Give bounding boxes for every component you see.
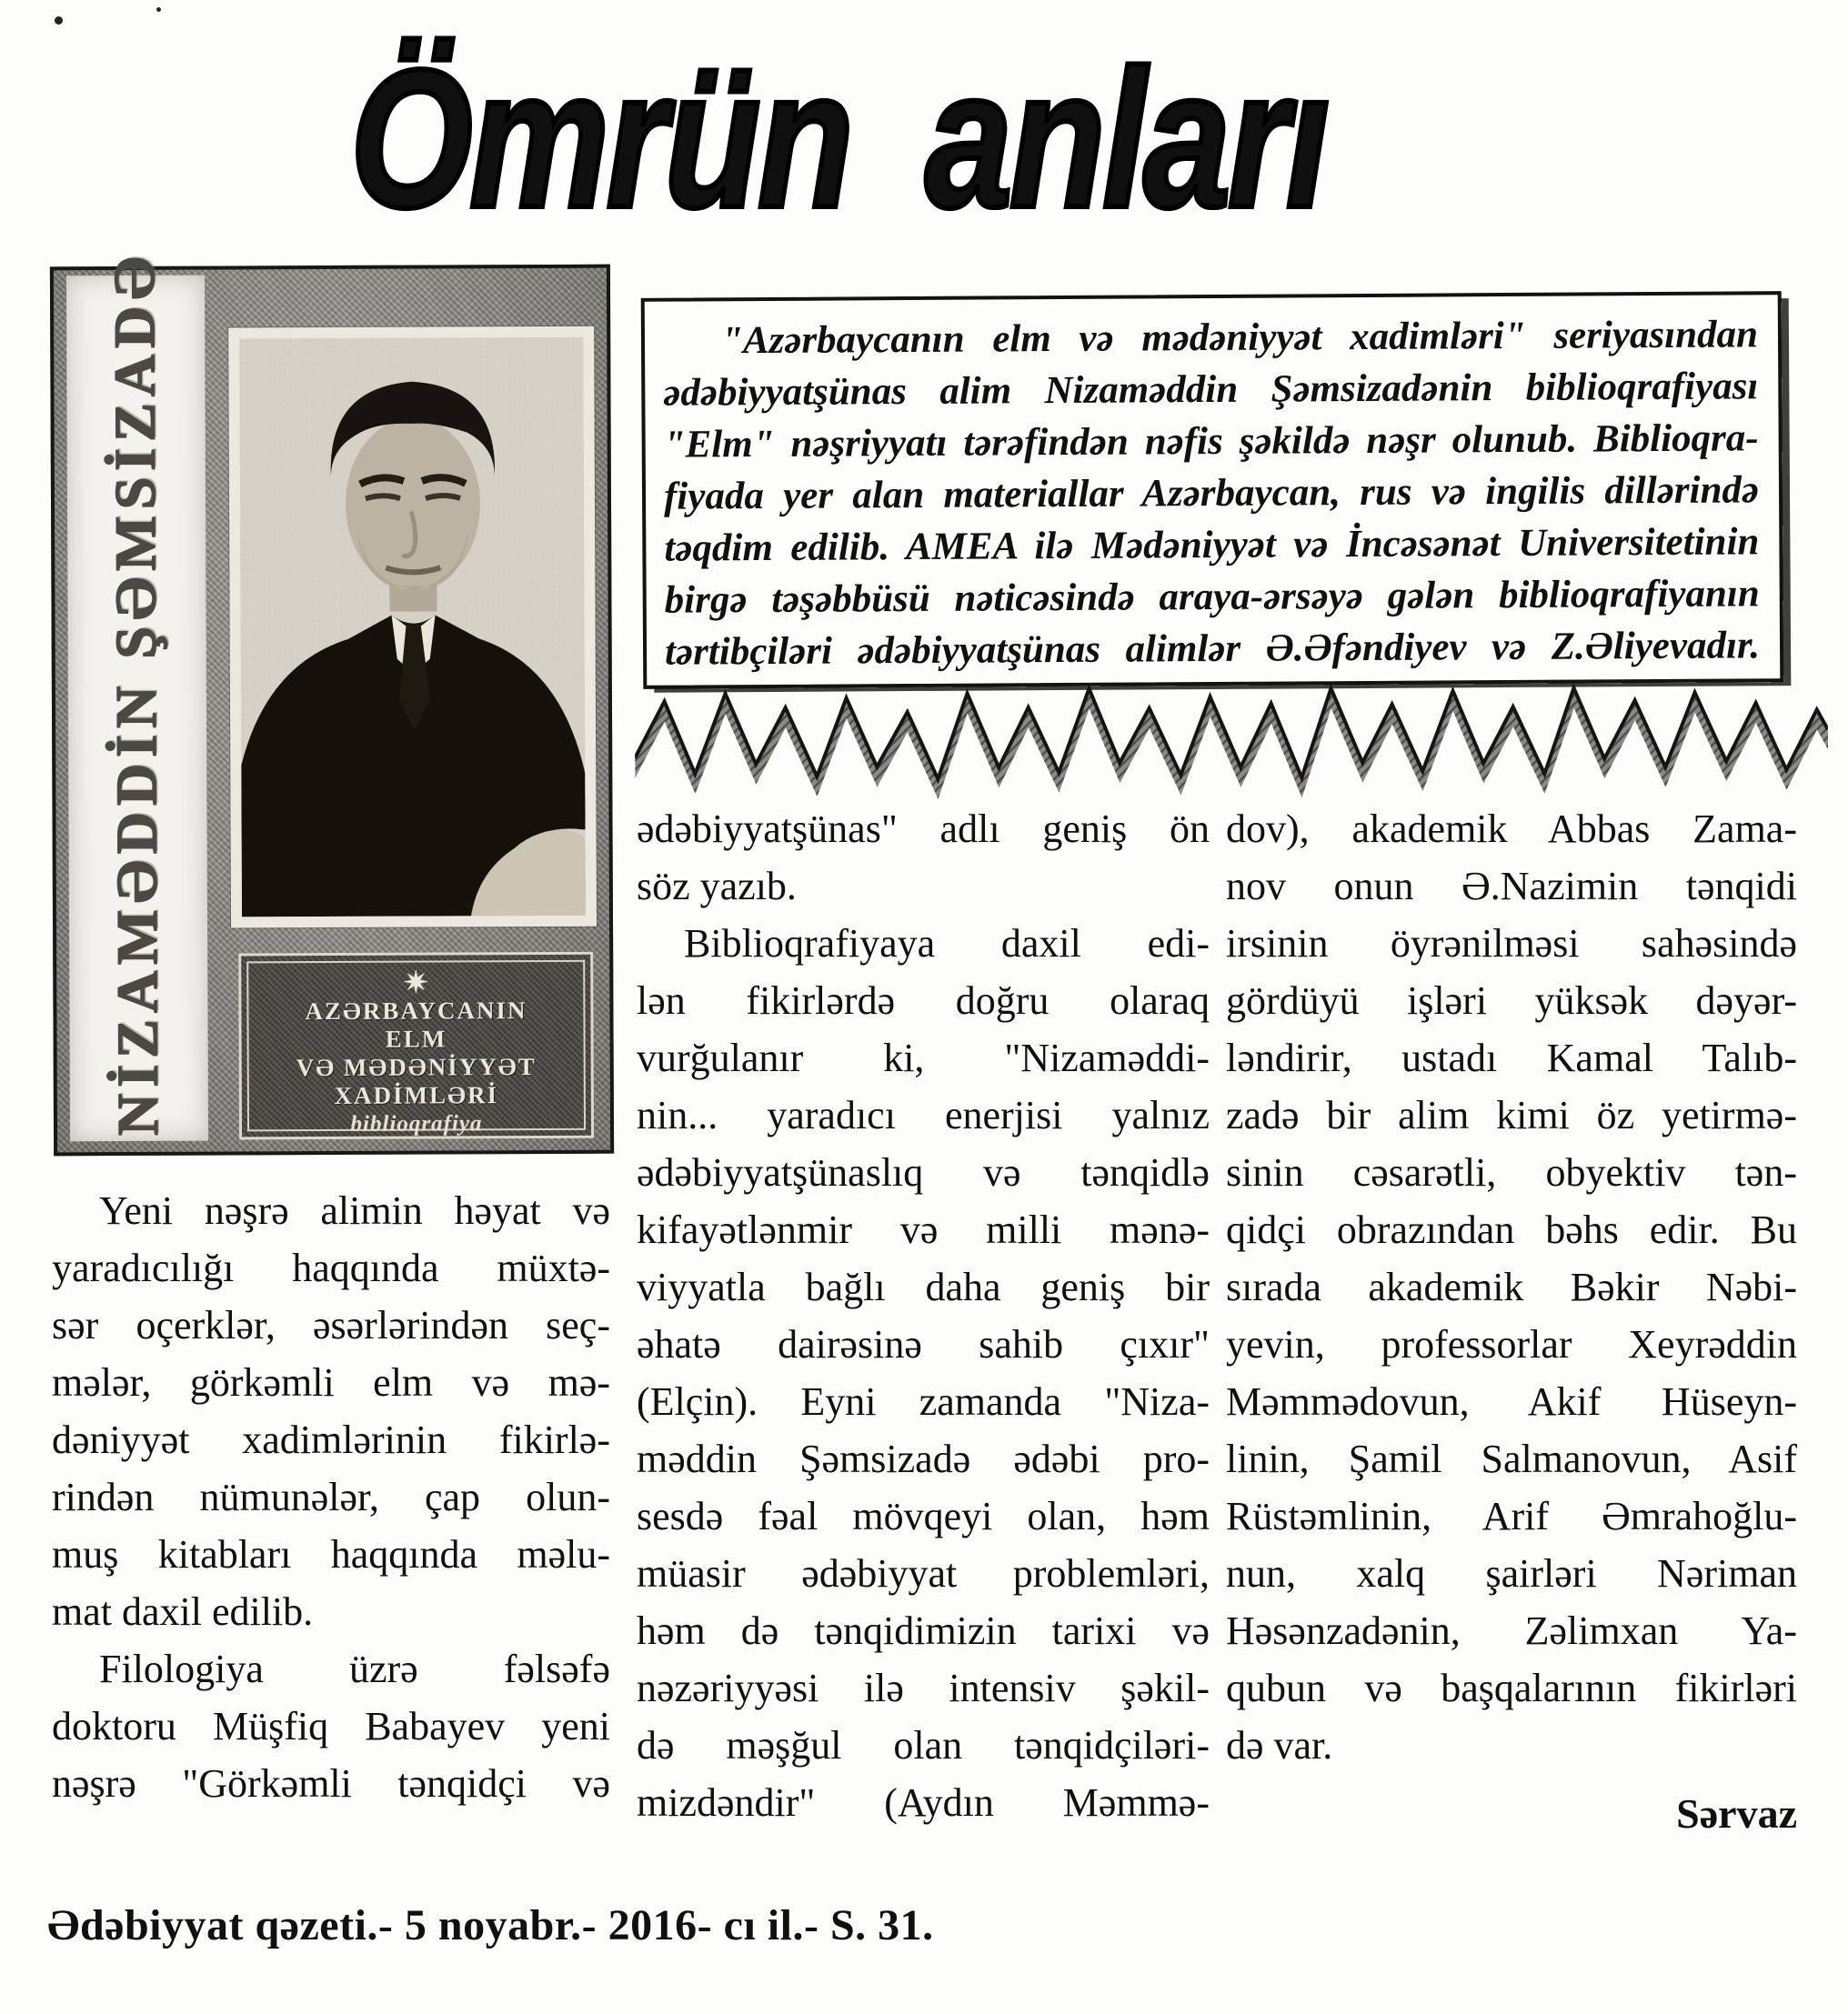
portrait-illustration (239, 337, 586, 917)
article-column-2 (637, 800, 1210, 1831)
article-text-line: sinin cəsarətli, obyektiv tən- (1226, 1150, 1797, 1195)
article-text-line: ədəbiyyatşünas" adlı geniş ön (637, 807, 1210, 851)
article-text-line: nəzəriyyəsi ilə intensiv şəkil- (637, 1666, 1210, 1710)
lead-text-line: birgə təşəbbüsü nəticəsində araya-ərsəyə gələn biblioqrafiyanın (664, 572, 1760, 622)
lead-text-line: "Elm" nəşriyyatı tərəfindən nəfis şəkildə nəşr olunub. Biblioqra- (663, 416, 1759, 466)
article-text-line: nəşrə "Görkəmli tənqidçi və (52, 1761, 610, 1806)
article-text-line: mat daxil edilib. (52, 1589, 314, 1634)
article-text-line: ədəbiyyatşünaslıq və tənqidlə (637, 1150, 1210, 1195)
article-text-line: sesdə fəal mövqeyi olan, həm (637, 1494, 1210, 1538)
book-title-line: XADİMLƏRİ (334, 1081, 499, 1109)
book-spine-author: NİZAMƏDDİN ŞƏMSİZADƏ (101, 250, 171, 1137)
lead-text-line: "Azərbaycanın elm və mədəniyyət xadimləri" seriyasından (720, 313, 1759, 363)
article-text-line: müasir ədəbiyyat problemləri, (637, 1551, 1210, 1596)
lead-text-line: ədəbiyyatşünas alim Nizaməddin Şəmsizadənin biblioqrafiyası (663, 365, 1759, 415)
source-citation: Ədəbiyyat qəzeti.- 5 noyabr.- 2016- cı il.- S. 31. (47, 1901, 934, 1949)
author-signature: Sərvaz (1676, 1790, 1797, 1837)
article-text-line: kifayətlənmir və milli mənə- (637, 1207, 1210, 1252)
article-text-line: muş kitabları haqqında məlu- (52, 1532, 610, 1577)
book-title-line: ELM (385, 1025, 447, 1053)
zigzag-divider (634, 676, 1828, 805)
article-text-line: gördüyü işləri yüksək dəyər- (1226, 978, 1797, 1023)
article-text-line: Yeni nəşrə alimin həyat və (99, 1188, 610, 1233)
article-text-line: Rüstəmlinin, Arif Əmrahoğlu- (1226, 1494, 1797, 1538)
article-text-line: doktoru Müşfiq Babayev yeni (52, 1704, 610, 1748)
article-text-line: həm də tənqidimizin tarixi və (637, 1608, 1210, 1653)
article-text-line: söz yazıb. (637, 864, 797, 908)
book-title-line: VƏ MƏDƏNİYYƏT (296, 1053, 537, 1082)
article-title: Ömrün anları (350, 28, 1327, 248)
article-text-line: qidçi obrazından bəhs edir. Bu (1226, 1207, 1797, 1252)
article-text-line: mələr, görkəmli elm və mə- (52, 1360, 610, 1405)
book-title-box-inner (246, 960, 586, 1137)
article-text-line: vurğulanır ki, "Nizaməddi- (637, 1036, 1210, 1080)
article-text-line: linin, Şamil Salmanovun, Asif (1226, 1437, 1797, 1481)
article-text-line: də məşğul olan tənqidçiləri- (637, 1723, 1210, 1768)
article-text-line: Filologiya üzrə fəlsəfə (99, 1647, 610, 1691)
article-text-line: nun, xalq şairləri Nəriman (1226, 1551, 1797, 1596)
book-spine (66, 250, 208, 1142)
article-column-3 (1226, 800, 1797, 1774)
article-text-line: irsinin öyrənilməsi sahəsində (1226, 921, 1797, 966)
article-text-line: yevin, professorlar Xeyrəddin (1226, 1322, 1797, 1367)
article-text-line: ləndirir, ustadı Kamal Talıb- (1226, 1036, 1797, 1080)
article-text-line: zadə bir alim kimi öz yetirmə- (1226, 1093, 1797, 1137)
article-text-line: əhatə dairəsinə sahib çıxır" (637, 1322, 1210, 1367)
article-text-line: mizdəndir" (Aydın Məmmə- (637, 1780, 1210, 1825)
article-text-line: (Elçin). Eyni zamanda "Niza- (637, 1379, 1210, 1424)
lead-paragraph-box (641, 291, 1784, 689)
article-text-line: Həsənzadənin, Zəlimxan Ya- (1226, 1608, 1797, 1653)
article-text-line: rindən nümunələr, çap olun- (52, 1475, 610, 1519)
book-cover-image (50, 250, 614, 1157)
article-text-line: məddin Şəmsizadə ədəbi pro- (637, 1437, 1210, 1481)
lead-text-line: təqdim edilib. AMEA ilə Mədəniyyət və İncəsənət Universitetinin (664, 520, 1760, 570)
portrait-photo (239, 337, 586, 917)
eight-pointed-star-icon (401, 967, 430, 997)
article-text-line: sırada akademik Bəkir Nəbi- (1226, 1265, 1797, 1309)
book-subtitle: biblioqrafiya (350, 1111, 483, 1137)
article-text-line: lən fikirlərdə doğru olaraq (637, 978, 1210, 1023)
book-title-box (238, 952, 594, 1140)
lead-text-line: tərtibçiləri ədəbiyyatşünas alimlər Ə.Əfəndiyev və Z.Əliyevadır. (664, 624, 1761, 674)
lead-text-line: fiyada yer alan materiallar Azərbaycan, rus və ingilis dillərində (663, 468, 1760, 518)
article-text-line: nin... yaradıcı enerjisi yalnız (637, 1093, 1210, 1137)
article-text-line: viyyatla bağlı daha geniş bir (637, 1265, 1210, 1309)
book-title-lines (248, 997, 584, 1111)
article-text-line: qubun və başqalarının fikirləri (1226, 1666, 1797, 1710)
article-text-line: yaradıcılığı haqqında müxtə- (52, 1246, 610, 1290)
article-column-1 (52, 1182, 610, 1812)
article-text-line: nov onun Ə.Nazimin tənqidi (1226, 864, 1797, 908)
article-text-line: Məmmədovun, Akif Hüseyn- (1226, 1379, 1797, 1424)
article-text-line: də var. (1226, 1723, 1333, 1768)
article-text-line: Biblioqrafiyaya daxil edi- (684, 921, 1210, 966)
article-text-line: dəniyyət xadimlərinin fikirlə- (52, 1418, 610, 1462)
book-title-line: AZƏRBAYCANIN (305, 997, 527, 1026)
article-text-line: dov), akademik Abbas Zama- (1226, 807, 1797, 851)
portrait-frame (228, 326, 597, 928)
article-text-line: sər oçerklər, əsərlərindən seç- (52, 1303, 610, 1348)
scan-speck (156, 7, 161, 12)
scan-speck (55, 16, 63, 25)
